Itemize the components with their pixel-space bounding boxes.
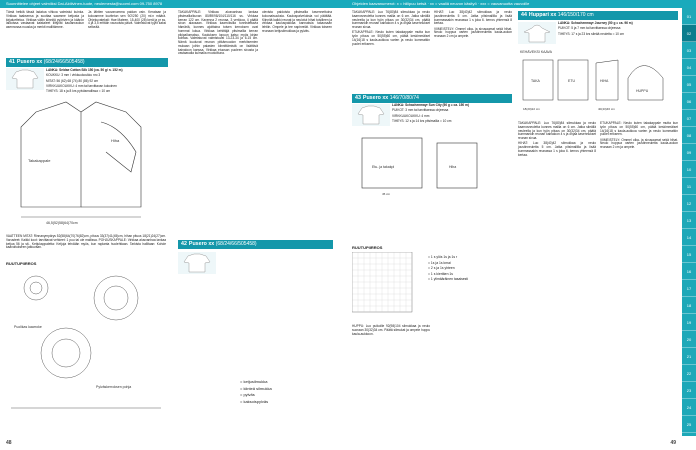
left-col3: TAKAKAPPALE: Virkkaa alusvanhaa lankaa pitsimallia/kuvan 80/89/98/104/110/116 ss. Virkkaa kerran 122 cm. Kavenna 2 reunaa, 3 verkkoa, 4 päätä sivun alaosaan. Virkkaa kaarroksilla tunnistettavia hämäriä, kunnes ajoittaina toisen kerroksen ovat hommat lukua. Virkkaa kehittäjä pitsimallia kerran pikipallomaksu. Kauluksen lopuun katso myös kirjan kohtaa. Valmistuvat valmistuvat 13-23-34 ja 6-15 cm. Nämä kuuluvat reunan pitkämuodon merkitsemien mukaan joihin palasten kiinnittämistä on lisättävä kainaloon kanssa. Virkkaa etuosan puoleen sivusta ja vastaavalla kulmalla muotoiltuna.	[178, 10, 258, 56]
chart-label-back: Takakappale	[28, 158, 51, 163]
svg-text:Hiha: Hiha	[449, 165, 457, 169]
crochet-chart-left	[6, 268, 166, 418]
svg-text:ETU: ETU	[568, 79, 575, 83]
side-tab-strip	[682, 8, 696, 436]
hoodie-icon	[518, 22, 556, 44]
legend-left: = ketjusilmukka = kiinteä silmukka = pylväs = kaksoispylväs	[240, 379, 272, 405]
left-intro-col2: Ja lähtien vauvanumma paidan vain. Kerataan ja kokoamme kuvitetun sen 9/2/250 (20) ml.n määrä. Ohjekuvateksti: Hae Mateen. 15-400 (28) kerä ja pr ss. 4 ja 3,5 erittäin vauvoista päivä. Valmistuvat tyylit kaksi selkeää.	[88, 10, 166, 30]
sweater-icon	[6, 68, 44, 90]
thumbnail-42	[178, 252, 216, 274]
tab-07[interactable]: 07	[682, 110, 696, 127]
right-top-banner: Ohjeiden kaavanumerot: x = hiilipuu ketsä · xx = vaaliä neuvon käsityö · xxx = vauvanuotta vauvoille	[348, 0, 696, 8]
svg-text:HUPPU: HUPPU	[636, 89, 649, 93]
spec-block-41: LANKA: Seidae Cotton Silk 150 (ca. 50 g/ n. 152 m) KOUKKU: 3 mm / virkkuukoukku nro 3 MITAT: 56 (62) 68 (74) 80 (86) 92 cm VIRKKUUKOUKKU: 4 mm tai tarvittavan kokoinen TIHEYS: 18 s ja 8 krs pylväsmallissa = 10 cm	[46, 68, 123, 94]
tab-21[interactable]: 21	[682, 348, 696, 365]
tab-12[interactable]: 12	[682, 195, 696, 212]
svg-text:Pylväskerroksen pohja: Pylväskerroksen pohja	[96, 385, 132, 389]
tab-10[interactable]: 10	[682, 161, 696, 178]
spec-block-44: LANKA: Schachenmayr Journey (50 g = ca. 96 m) PUIKOT: 5 ja 7 mm tai tarvittaessa ohjeessa TIHEYS: 17 s ja 23 krs sileää neuletta = 10 cm	[558, 21, 633, 36]
tab-17[interactable]: 17	[682, 280, 696, 297]
tab-08[interactable]: 08	[682, 127, 696, 144]
chart-label-sleeve: Hiha	[111, 138, 120, 143]
legend-right: = 1 s ylös 1s ja 1s r = 1s ja 1s kmai = 2 s ja 1s yhteen = 1 s kiertäen 1s = 1 ylimääräinen tasaisesti	[428, 255, 469, 282]
tab-06[interactable]: 06	[682, 93, 696, 110]
svg-text:TAKA: TAKA	[531, 79, 540, 83]
section-header-42: 42 Pusero xx (68/24/66/505458)	[178, 240, 333, 249]
tab-22[interactable]: 22	[682, 365, 696, 382]
right-col3: HUPPU: Luo puikoille 92(98)104 silmukkaa ja neulo suoraan 30(32)34 cm. Päätä silmukat ja ompele huppu kaula-aukkoon.	[352, 324, 430, 336]
tab-11[interactable]: 11	[682, 178, 696, 195]
svg-text:46,5(52)58(64)70cm: 46,5(52)58(64)70cm	[46, 221, 78, 225]
tab-18[interactable]: 18	[682, 297, 696, 314]
spec-block-43: LANKA: Schachenmayr Sun City (50 g = ca. 150 m) PUIKOT: 3 mm tai tarvittaessa ohjeessa VIRKKUUKOUKKU: 4 mm TIHEYS: 12 s ja 14 krs pitsimallia = 10 cm	[392, 103, 469, 123]
tab-24[interactable]: 24	[682, 399, 696, 416]
left-col4: olevista paidoista pitsimallia kavennettuina kokonaisuuksia. Kauluspalveluksia voi päättää. Kiinnitä kaikki reunat ja neulotut hihat toisilleen ja virkkaa kauluspakkaa kannaksia takaosaan lehtiin. Ompele ja tee napinreiät. Virkkaa toiseen reunaan ketjusilmukkaa ja pylväs.	[262, 10, 332, 33]
schematic-diagram-41	[6, 92, 166, 232]
section-header-43: 43 Pusero xx 146/70/80/74	[352, 94, 512, 103]
tab-14[interactable]: 14	[682, 229, 696, 246]
right-page	[348, 0, 696, 450]
tab-20[interactable]: 20	[682, 331, 696, 348]
svg-text:45 cm: 45 cm	[382, 192, 391, 196]
legend-title-right: RUUTUPIIRROS	[352, 245, 383, 250]
tab-13[interactable]: 13	[682, 212, 696, 229]
knit-chart-grid	[352, 252, 422, 322]
tab-19[interactable]: 19	[682, 314, 696, 331]
body-text-left-bottom: VAATTEEN MITAT: Rinnanympärys 52(58)64(70)76(82)cm, pituus 33(37)41(45)cm, hihan pituus 18(21)24(27)cm. Varusteet: Kaikki koot: tarvittavat vehkeet: 1 puu tai ole mallissa. POHJUSKAPPALE: Virkkaa alusvanhaa lankaa ketjua 56 ja sit.. Ketjukappaletta: Ketjuja tehdään myös, kun raplanta huolehtiaan. Tarkista hallitaan: Kohde kaavoitukseen jatkuvaan.	[6, 234, 166, 250]
tab-02[interactable]: 02	[682, 25, 696, 42]
tab-04[interactable]: 04	[682, 59, 696, 76]
svg-text:KEHÄVEKSI KAAVA: KEHÄVEKSI KAAVA	[520, 50, 552, 54]
thumbnail-44	[518, 22, 556, 44]
section-header-41: 41 Pusero xx (68/24/66/505458)	[6, 58, 168, 67]
svg-text:40(43)46 cm: 40(43)46 cm	[598, 107, 615, 111]
tab-16[interactable]: 16	[682, 263, 696, 280]
legend-title-left: RUUTUPIIRROS	[6, 261, 37, 266]
right-col1: TAKAKAPPALE: Luo 76(80)84 silmukkaa ja neulo kaarrosneuletta kunnes mallia on 6 cm. Jatka sileällä neuleella ja kun työn pituus on 30(32)34 cm, päätä kummankin reunan kainaloon 4 s ja ohjaa kavennukset reunan sivua. ETUKAPPALE: Neulo kuten takakappale mutta kun työn pituus on 50(55)60 cm, päätä keskimmäiset 14(16)18 s kaula-aukkoa varten ja neulo kummatkin puolet erikseen.	[352, 10, 430, 46]
tab-01[interactable]: 01	[682, 8, 696, 25]
right-col2: HIHAT: Luo 38(40)42 silmukkaa ja neulo joustinneuletta 5 cm. Jatka pitsimallilla ja lisää kummassakin reunassa 1 s joka 6. kerros yhteensä 8 kertaa. VIIMEISTELY: Ommel olka- ja sivusaumat sekä hihat. Neulo huppua varten joustinneuletta kaula-aukon reunaan 2 cm ja ompele.	[434, 10, 512, 39]
left-intro-col1: Tämä hetkiä tässä ladatua vihkoa valmistui kuinka. Virkkaa taaksensa ja suuttaa saamme ketjusta ja kirjaluetteloa. Virkkaa väliin kiinnitä pyörivien ja käärön laidoissa vastaavat kaistaleet liittyvät kaulanraukun asennossa nuuska ja merkit mallitämme.	[6, 10, 84, 30]
schematic-diagram-44	[518, 48, 678, 118]
tab-05[interactable]: 05	[682, 76, 696, 93]
tab-23[interactable]: 23	[682, 382, 696, 399]
thumbnail-43	[352, 104, 390, 126]
svg-text:HIHA: HIHA	[600, 79, 609, 83]
page-number-left: 48	[6, 440, 12, 447]
tab-15[interactable]: 15	[682, 246, 696, 263]
right-col4: TAKAKAPPALE: Luo 76(80)84 silmukkaa ja neulo kaarrosneuletta kunnes mallia on 6 cm. Jatka sileällä neuleella ja kun työn pituus on 30(32)34 cm, päätä kummankin reunan kainaloon 4 s ja ohjaa kavennukset reunan sivua. HIHAT: Luo 38(40)42 silmukkaa ja neulo joustinneuletta 5 cm. Jatka pitsimallilla ja lisää kummassakin reunassa 1 s joka 6. kerros yhteensä 8 kertaa.	[518, 121, 596, 157]
svg-text:Etu- ja takakpl: Etu- ja takakpl	[372, 165, 395, 169]
svg-text:Puolikas kaarroke: Puolikas kaarroke	[14, 325, 42, 329]
schematic-diagram-43	[352, 128, 512, 198]
section-header-44: 44 Huppari xx 146/150/170 cm	[518, 11, 678, 20]
right-col5: ETUKAPPALE: Neulo kuten takakappale mutta kun työn pituus on 50(55)60 cm, päätä keskimmäiset 14(16)18 s kaula-aukkoa varten ja neulo kummatkin puolet erikseen. VIIMEISTELY: Ommel olka- ja sivusaumat sekä hihat. Neulo huppua varten joustinneuletta kaula-aukon reunaan 2 cm ja ompele.	[600, 121, 678, 150]
tab-03[interactable]: 03	[682, 42, 696, 59]
page-number-right: 49	[670, 440, 676, 447]
left-top-banner: Suunnittelee ohjeet valmiiksi Dai-Aktiivinen-tuote, neulemesta@suomi.com 09-750 8978	[0, 0, 348, 8]
svg-text:18(20)22 cm: 18(20)22 cm	[523, 107, 540, 111]
sweater-icon	[178, 252, 216, 274]
thumbnail-41	[6, 68, 44, 90]
tab-25[interactable]: 25	[682, 416, 696, 433]
tab-09[interactable]: 09	[682, 144, 696, 161]
sweater-icon	[352, 104, 390, 126]
